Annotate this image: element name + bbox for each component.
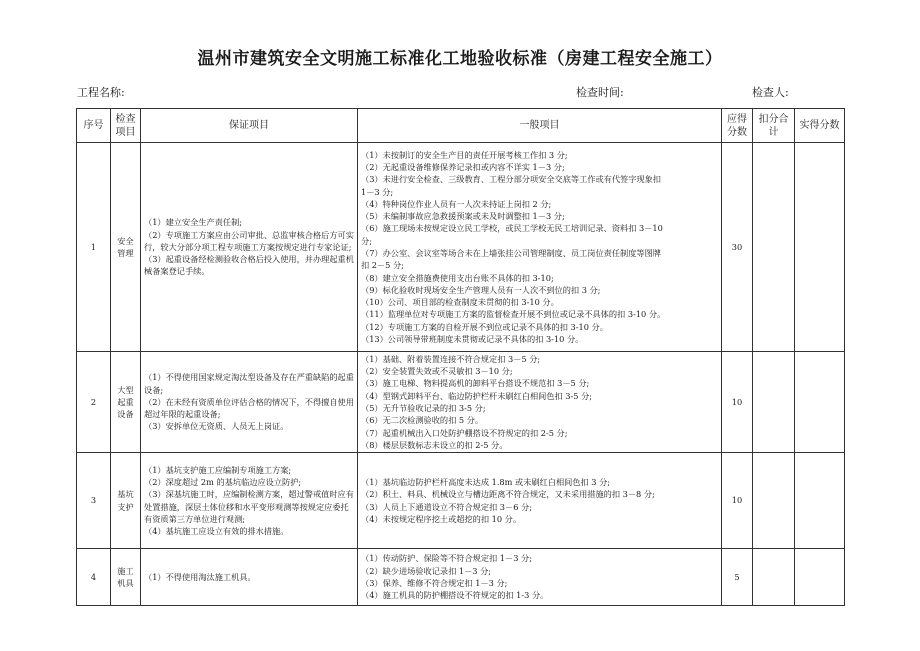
- row-no: 3: [77, 453, 111, 549]
- table-row: [77, 143, 845, 352]
- general-line: （3）保养、维修不符合规定扣 1－3 分;: [361, 578, 508, 588]
- general-line: （1）未按制订的安全生产目的责任开展考核工作扣 3 分;: [361, 149, 568, 160]
- general-line: 扣 2－5 分;: [361, 260, 404, 271]
- row-no: 4: [77, 549, 111, 606]
- general-cell: [358, 352, 722, 453]
- guarantee-cell: [141, 549, 358, 606]
- guarantee-line: （3）起重设备经检测验收合格后投入使用，并办理起重机械备案登记手续。: [144, 254, 354, 277]
- project-name-label: 工程名称:: [77, 86, 125, 99]
- general-line: （7）起重机械出入口处防护棚搭设不符规定的扣 2-5 分;: [361, 427, 568, 438]
- general-line: （3）施工电梯、物料提高机的卸料平台搭设不规范扣 3－5 分;: [361, 378, 590, 389]
- general-line: （7）办公室、会议室等场合未在上墙张挂公司管理制度、员工岗位责任制度等图牌: [361, 248, 661, 258]
- general-line: （2）无起重设备维修保养记录扣或内容不详实 1－3 分;: [361, 161, 565, 172]
- general-line: （11）监理单位对专项施工方案的监督检查开展不到位或记录不具体的扣 3-10 分。: [361, 309, 666, 320]
- general-line: （6）施工现场未按规定设立民工学校，或民工学校无民工培训记录、资料扣 3－10: [361, 223, 663, 234]
- header-actual: 实得分数: [795, 109, 845, 143]
- header-item: 检查项目: [111, 109, 141, 143]
- row-item: 施工机具: [111, 549, 141, 606]
- guarantee-line: （2）在未经有资质单位评估合格的情况下，不得擅自使用超过年限的起重设备;: [144, 396, 354, 420]
- general-line: （2）积土、料具、机械设立与槽边距离不符合规定，又未采用措施的扣 3－8 分;: [361, 489, 655, 500]
- acceptance-standard-table: [76, 108, 845, 606]
- row-deduct[interactable]: [753, 549, 795, 606]
- guarantee-line: （1）建立安全生产责任制;: [144, 217, 243, 228]
- general-cell: [358, 549, 722, 606]
- general-cell: [358, 453, 722, 549]
- row-deduct[interactable]: [753, 453, 795, 549]
- header-no: 序号: [77, 109, 111, 143]
- inspection-time-label: 检查时间:: [576, 86, 624, 99]
- general-line: （13）公司领导带班制度未贯彻或记录不具体的扣 3-10 分。: [361, 334, 584, 345]
- row-no: 2: [77, 352, 111, 453]
- row-item: 安全管理: [111, 143, 141, 352]
- header-score: 应得分数: [722, 109, 753, 143]
- inspector-label: 检查人:: [752, 86, 789, 99]
- general-line: （2）缺少进场验收记录扣 1－3 分;: [361, 565, 492, 576]
- general-line: （1）传动防护、保险等不符合规定扣 1－3 分;: [361, 553, 532, 564]
- table-row: [77, 352, 845, 453]
- general-line: （4）特种岗位作业人员有一人次未持证上岗扣 2 分;: [361, 198, 552, 209]
- general-line: （5）未编制事故应急救援预案或未及时调整扣 1－3 分;: [361, 211, 565, 222]
- row-score: 5: [722, 549, 753, 606]
- row-actual[interactable]: [795, 453, 845, 549]
- table-header-row: [77, 109, 845, 143]
- row-score: 10: [722, 453, 753, 549]
- row-actual[interactable]: [795, 352, 845, 453]
- general-line: （12）专项施工方案的自检开展不到位或记录不具体的扣 3-10 分。: [361, 321, 608, 332]
- row-actual[interactable]: [795, 549, 845, 606]
- general-line: （3）人员上下通道设立不符合规定扣 3－6 分;: [361, 501, 532, 512]
- general-line: （3）未进行安全检查、三级教育、工程分部分项安全交底等工作或有代签字现象扣: [361, 174, 661, 185]
- header-general: 一般项目: [358, 109, 722, 143]
- row-deduct[interactable]: [753, 352, 795, 453]
- document-title: 温州市建筑安全文明施工标准化工地验收标准（房建工程安全施工）: [197, 49, 723, 69]
- guarantee-line: （2）深度超过 2m 的基坑临边应设立防护;: [144, 476, 302, 487]
- table-row: [77, 549, 845, 606]
- general-cell: [358, 143, 722, 352]
- row-deduct[interactable]: [753, 143, 795, 352]
- general-line: （1）基坑临边防护栏杆高度未达成 1.8m 或未刷红白相间色扣 3 分;: [361, 476, 611, 487]
- guarantee-line: （1）基坑支护施工应编制专项施工方案;: [144, 464, 292, 475]
- general-line: （4）型钢式卸料平台、临边防护栏杆未刷红白相间色扣 3-5 分;: [361, 390, 593, 401]
- guarantee-line: （1）不得使用淘汰施工机具。: [144, 571, 256, 582]
- guarantee-line: （2）专项施工方案应由公司审批、总监审核合格后方可实行，较大分部分项工程专项施工方案按规定进行专家论证;: [144, 229, 354, 252]
- general-line: 1－3 分;: [361, 186, 394, 197]
- row-item: 基坑支护: [111, 453, 141, 549]
- guarantee-line: （4）基坑施工应设立有效的排水措施。: [144, 526, 289, 537]
- row-score: 30: [722, 143, 753, 352]
- general-line: （5）无升节验收记录的扣 3-5 分;: [361, 403, 486, 413]
- row-no: 1: [77, 143, 111, 352]
- general-line: （8）楼层层数标志未设立的扣 2-5 分。: [361, 439, 508, 450]
- general-line: （8）建立安全措施费使用支出台账不具体的扣 3-10;: [361, 272, 554, 283]
- guarantee-cell: [141, 453, 358, 549]
- row-score: 10: [722, 352, 753, 453]
- general-line: 分;: [361, 235, 372, 246]
- guarantee-line: （3）深基坑施工时，应编制检测方案，超过警戒值时应有处置措施，深层土体位移和水平变形观测等按规定应委托有资质第三方单位进行观测;: [144, 489, 354, 524]
- general-line: （9）标化验收时现场安全生产管理人员有一人次不到位的扣 3 分;: [361, 284, 601, 295]
- guarantee-line: （3）安拆单位无资质、人员无上岗证。: [144, 421, 289, 432]
- header-guarantee: 保证项目: [141, 109, 358, 143]
- guarantee-line: （1）不得使用国家规定淘汰型设备及存在严重缺陷的起重设备;: [144, 372, 354, 395]
- row-actual[interactable]: [795, 143, 845, 352]
- general-line: （4）施工机具的防护棚搭设不符规定的扣 1-3 分。: [361, 590, 549, 601]
- general-line: （6）无二次检测验收的扣 5 分。: [361, 415, 484, 426]
- table-row: [77, 453, 845, 549]
- general-line: （4）未按规定程序挖土或超挖的扣 10 分。: [361, 513, 522, 524]
- header-deduct: 扣分合计: [753, 109, 795, 143]
- general-line: （10）公司、项目部的检查制度未贯彻的扣 3-10 分。: [361, 297, 559, 308]
- general-line: （1）基础、附着装置连接不符合规定扣 3－5 分;: [361, 353, 541, 364]
- guarantee-cell: [141, 352, 358, 453]
- general-line: （2）安全装置失效或不灵敏扣 3－10 分;: [361, 366, 513, 377]
- row-item: 大型起重设备: [111, 352, 141, 453]
- guarantee-cell: [141, 143, 358, 352]
